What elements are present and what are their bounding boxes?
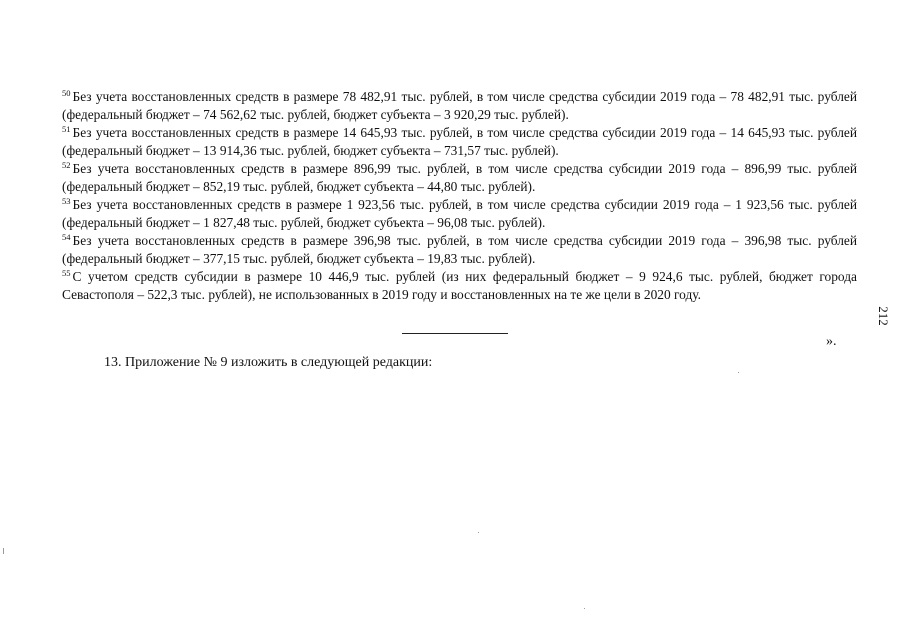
scan-speck [478, 532, 479, 533]
page-number: 212 [876, 306, 891, 326]
footnote-number: 55 [62, 268, 71, 278]
footnote-52 [62, 160, 857, 196]
footnote-text: Без учета восстановленных средств в размере 396,98 тыс. рублей, в том числе средства субсидии 2019 года – 396,98 тыс. рублей (федеральный бюджет – 377,15 тыс. рублей, бюджет субъекта – 19,83 тыс. рублей). [62, 233, 857, 266]
footnote-number: 51 [62, 124, 71, 134]
footnote-text: Без учета восстановленных средств в размере 1 923,56 тыс. рублей, в том числе средства субсидии 2019 года – 1 923,56 тыс. рублей (федеральный бюджет – 1 827,48 тыс. рублей, бюджет субъекта – 96,08 тыс. рублей). [62, 197, 857, 230]
footnote-number: 53 [62, 196, 71, 206]
footnotes-block [62, 88, 857, 304]
scan-speck [3, 548, 4, 554]
footnote-text: Без учета восстановленных средств в размере 896,99 тыс. рублей, в том числе средства субсидии 2019 года – 896,99 тыс. рублей (федеральный бюджет – 852,19 тыс. рублей, бюджет субъекта – 44,80 тыс. рублей). [62, 161, 857, 194]
footnote-number: 50 [62, 88, 71, 98]
amendment-item-13: 13. Приложение № 9 изложить в следующей редакции: [104, 355, 433, 370]
footnote-text: С учетом средств субсидии в размере 10 446,9 тыс. рублей (из них федеральный бюджет – 9 924,6 тыс. рублей, бюджет города Севастополя – 522,3 тыс. рублей), не использованных в 2019 году и восстановленных на те же цели в 2020 году. [62, 269, 857, 302]
footnote-50 [62, 88, 857, 124]
footnote-number: 54 [62, 232, 71, 242]
footnote-number: 52 [62, 160, 71, 170]
separator-line [402, 333, 508, 334]
scan-speck [584, 608, 585, 609]
scan-speck [738, 372, 739, 373]
footnote-51 [62, 124, 857, 160]
footnote-text: Без учета восстановленных средств в размере 14 645,93 тыс. рублей, в том числе средства субсидии 2019 года – 14 645,93 тыс. рублей (федеральный бюджет – 13 914,36 тыс. рублей, бюджет субъекта – 731,57 тыс. рублей). [62, 125, 857, 158]
footnote-55 [62, 268, 857, 304]
footnote-53 [62, 196, 857, 232]
footnote-text: Без учета восстановленных средств в размере 78 482,91 тыс. рублей, в том числе средства субсидии 2019 года – 78 482,91 тыс. рублей (федеральный бюджет – 74 562,62 тыс. рублей, бюджет субъекта – 3 920,29 тыс. рублей). [62, 89, 857, 122]
footnote-54 [62, 232, 857, 268]
closing-quote: ». [826, 334, 837, 349]
